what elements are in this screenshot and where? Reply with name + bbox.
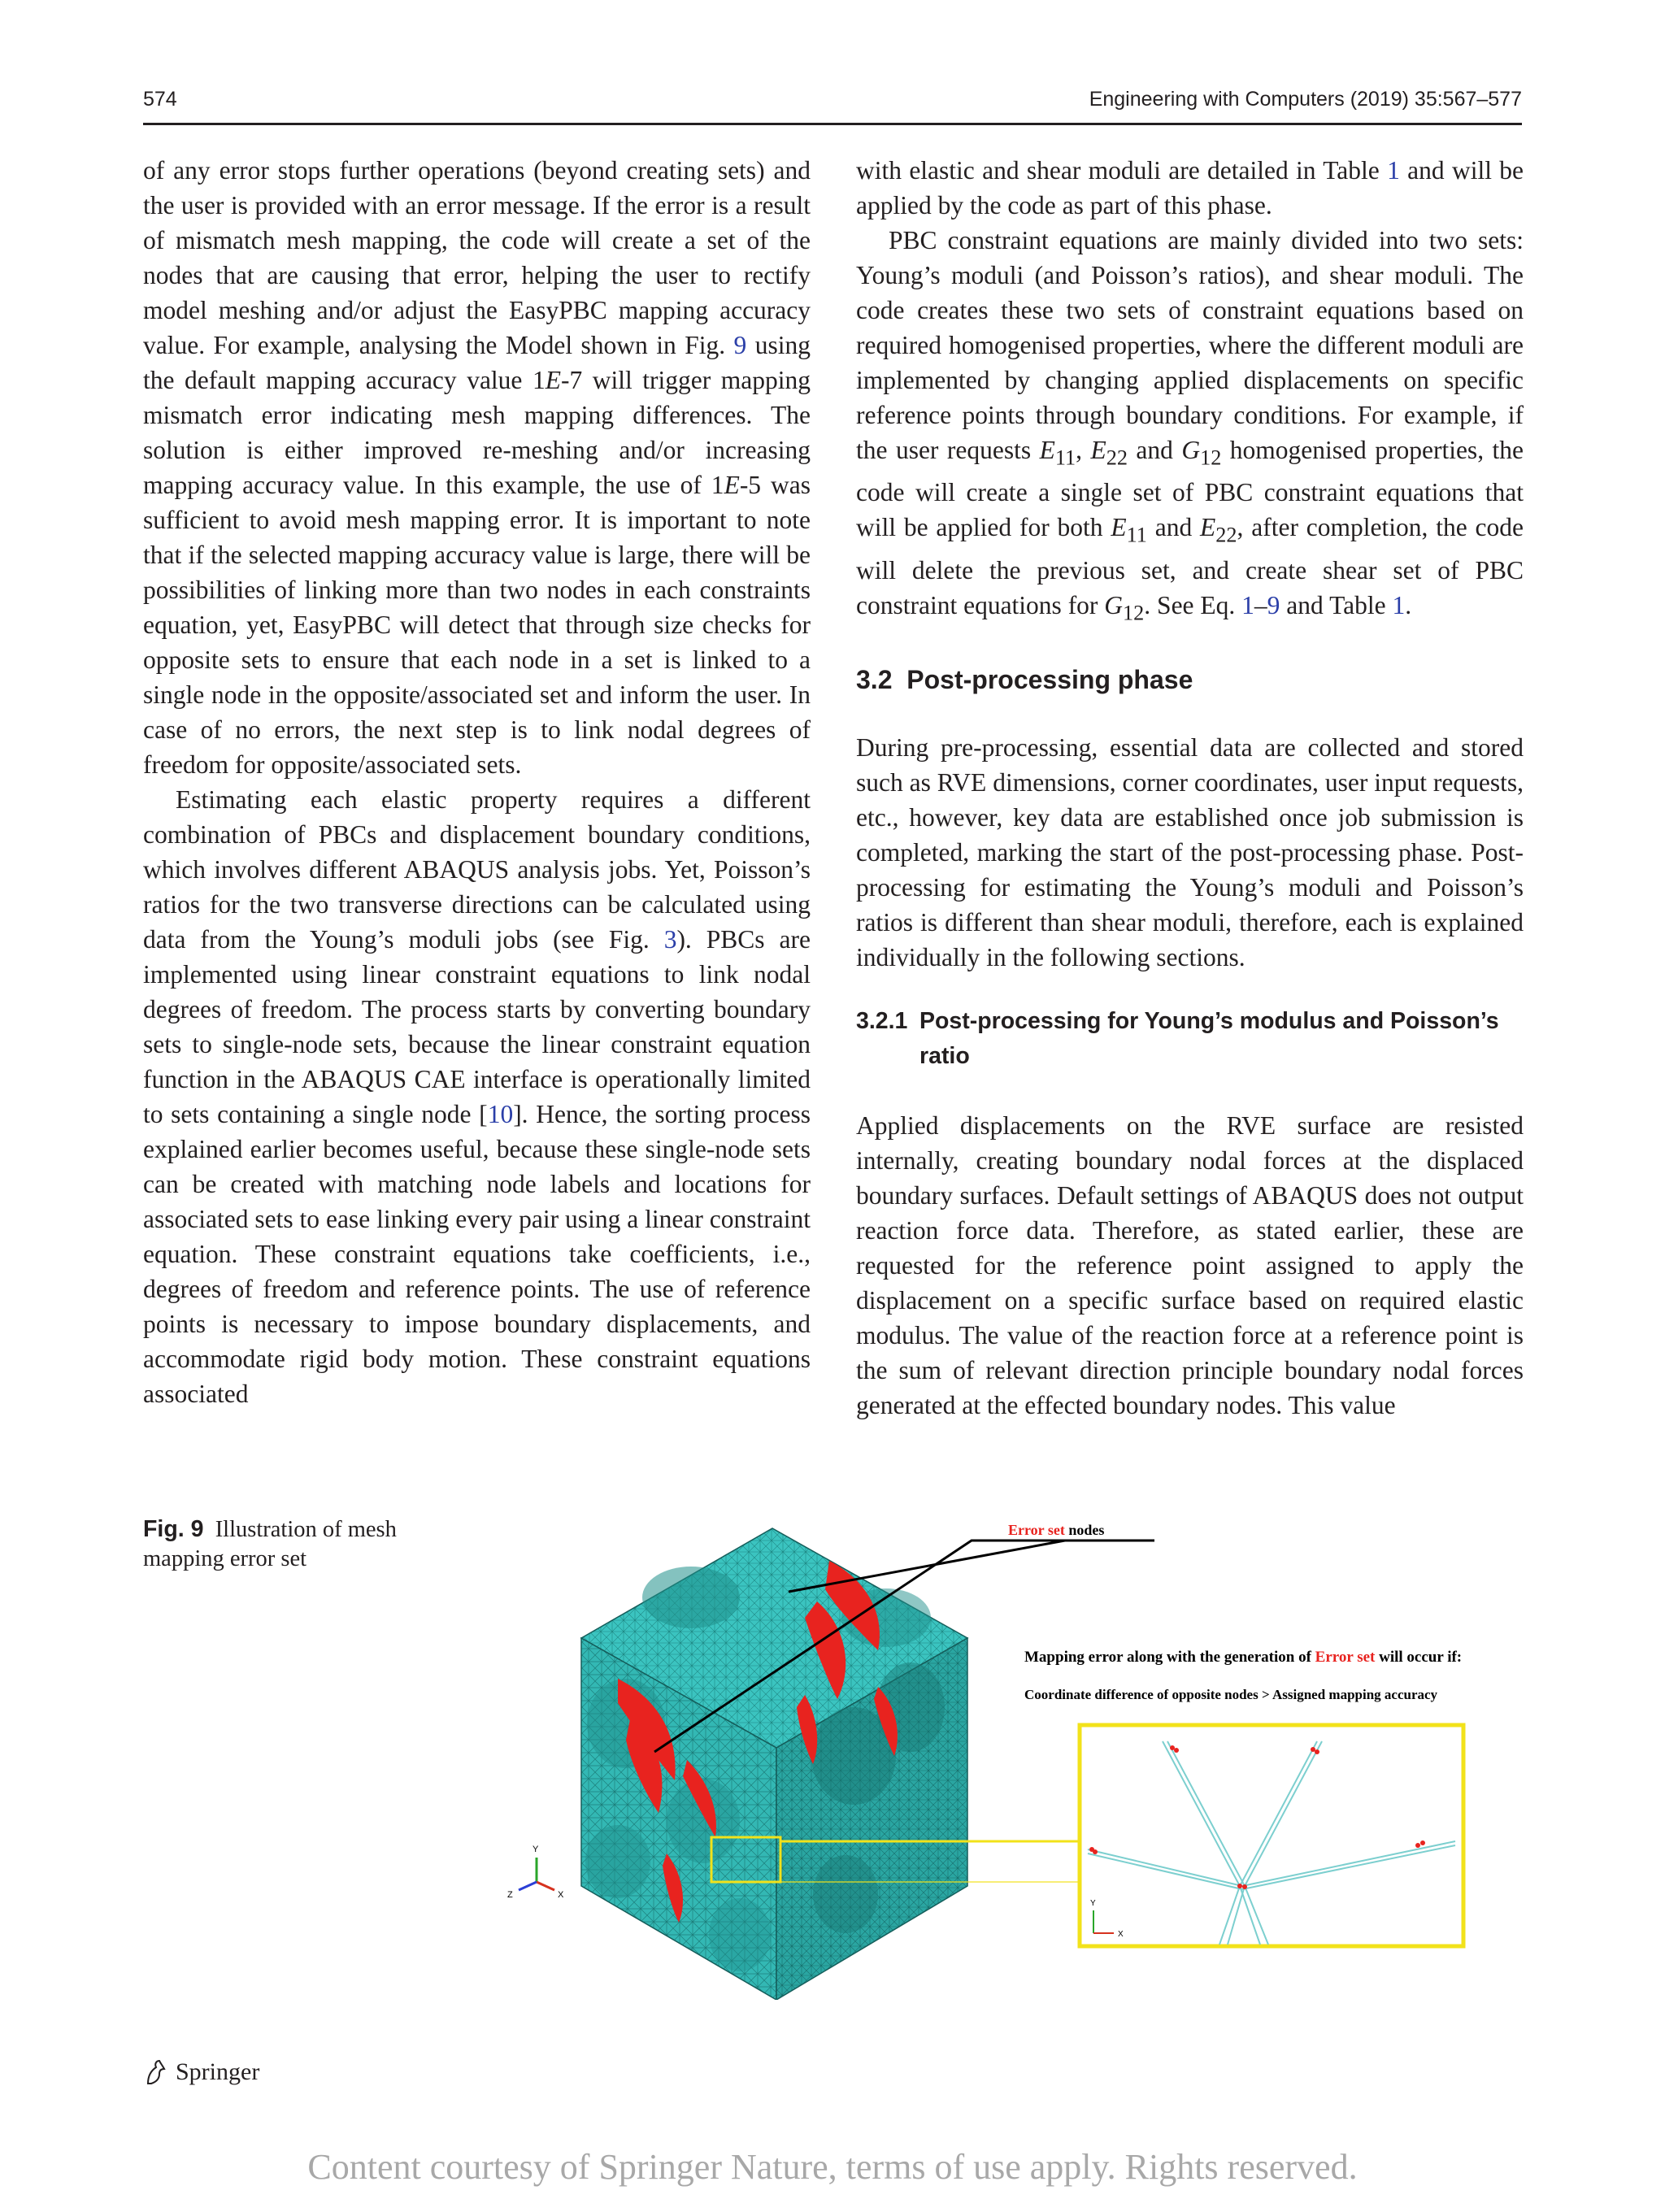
mapping-condition-text: Mapping error along with the generation of Error set will occur if: — [1024, 1649, 1463, 1666]
subsection-title: Post-processing for Young’s modulus and Poisson’s ratio — [919, 1007, 1499, 1069]
publisher-name: Springer — [176, 2058, 260, 2085]
figure-caption-text: Illustration of mesh mapping error set — [143, 1517, 397, 1571]
paragraph: of any error stops further operations (beyond creating sets) and the user is provided with an error message. If the error is a result of mismatch mesh mapping, the code will create a set of the nodes that are causing that error, helping the user to rectify model meshing and/or adjust the EasyPBC mapping accuracy value. For example, analysing the Model shown in Fig. 9 using the default mapping accuracy value 1E-7 will trigger mapping mismatch error indicating mesh mapping differences. The solution is either improved re-meshing and/or increasing mapping accuracy value. In this example, the use of 1E-5 was sufficient to avoid mesh mapping error. It is important to note that if the selected mapping accuracy value is large, there will be possibilities of linking more than two nodes in each constraints equation, yet, EasyPBC will detect that through size checks for opposite sets to ensure that each node in a set is linked to a single node in the opposite/associated set and inform the user. In case of no errors, the next step is to link nodal degrees of freedom for opposite/associated sets. — [143, 156, 811, 779]
mapping-accuracy-text: Coordinate difference of opposite nodes > Assigned mapping accuracy — [1024, 1687, 1438, 1702]
figure-link[interactable]: 9 — [733, 331, 747, 359]
reference-link[interactable]: 10 — [487, 1100, 514, 1128]
section-number: 3.2 — [856, 664, 893, 694]
page-number: 574 — [143, 88, 177, 111]
table-link[interactable]: 1 — [1387, 156, 1400, 185]
equation-link[interactable]: 1 — [1241, 590, 1254, 619]
springer-horse-icon — [143, 2059, 167, 2085]
table-link[interactable]: 1 — [1392, 590, 1406, 619]
figure-caption — [143, 1515, 468, 1574]
running-header: Engineering with Computers (2019) 35:567–577 — [1089, 88, 1522, 111]
paragraph: During pre-processing, essential data are collected and stored such as RVE dimensions, corner coordinates, user input requests, etc., however, key data are established once job submission is completed, marking the start of the post-processing phase. Post-processing for estimating the Young’s moduli and Poisson’s ratios is different than shear moduli, therefore, each is explained individually in the following sections. — [856, 732, 1524, 971]
header-rule — [143, 123, 1522, 125]
zoom-inset — [1080, 1725, 1463, 1946]
equation-link[interactable]: 9 — [1267, 590, 1280, 619]
figure-label: Fig. 9 — [143, 1516, 204, 1542]
paragraph: with elastic and shear moduli are detailed in Table 1 and will be applied by the code as part of this phase. — [856, 156, 1524, 219]
paragraph: Estimating each elastic property requires a different combination of PBCs and displacement boundary conditions, which involves different ABAQUS analysis jobs. Yet, Poisson’s ratios for the two transverse directions can be calculated using data from the Young’s moduli jobs (see Fig. 3). PBCs are implemented using linear constraint equations to link nodal degrees of freedom. The process starts by converting boundary sets to single-node sets, because the linear constraint equation function in the ABAQUS CAE interface is operationally limited to sets containing a single node [10]. Hence, the sorting process explained earlier becomes useful, because these single-node sets can be created with matching node labels and locations for associated sets to ease linking every pair using a linear constraint equation. These constraint equations take coefficients, i.e., degrees of freedom and reference points. The use of reference points is necessary to impose boundary displacements, and accommodate rigid body motion. These constraint equations associated — [143, 785, 811, 1408]
svg-text:X: X — [558, 1890, 564, 1900]
svg-text:Y: Y — [1090, 1899, 1096, 1908]
error-set-annotation: Error set nodes — [1008, 1522, 1105, 1538]
courtesy-notice: Content courtesy of Springer Nature, terms of use apply. Rights reserved. — [307, 2147, 1358, 2187]
cube-axis-triad — [507, 1845, 564, 1900]
paragraph: Applied displacements on the RVE surface are resisted internally, creating boundary nodal forces at the displaced boundary surfaces. Default settings of ABAQUS does not output reaction force data. Therefore, as stated earlier, these are requested for the reference point assigned to apply the displacement on a specific surface based on required elastic modulus. The value of the reaction force at a reference point is the sum of relevant direction principle boundary nodal forces generated at the effected boundary nodes. This value — [856, 1110, 1524, 1419]
section-heading — [856, 663, 1524, 697]
section-title: Post-processing phase — [906, 664, 1193, 694]
figure-link[interactable]: 3 — [663, 925, 677, 954]
subsection-number: 3.2.1 — [856, 1007, 908, 1034]
subsection-heading — [856, 1004, 1524, 1074]
left-column — [143, 153, 811, 1411]
svg-text:Y: Y — [533, 1845, 539, 1854]
svg-text:Z: Z — [507, 1890, 513, 1900]
footer-publisher — [143, 2058, 259, 2086]
mesh-mapping-figure — [504, 1512, 1528, 2000]
paragraph: PBC constraint equations are mainly divided into two sets: Young’s moduli (and Poisson’s ratios), and shear moduli. The code creates these two sets of constraint equations based on required homogenised properties, where the different moduli are implemented by changing applied displacements on specific reference points through boundary conditions. For example, if the user requests $E_{11}$, $E_{22}$ and $G_{12}$ homogenised properties, the code will create a single set of PBC constraint equations that will be applied for both $E_{11}$ and $E_{22}$, after completion, the code will delete the previous set, and create shear set of PBC constraint equations for $G_{12}$. See Eq. 1–9 and Table 1. — [856, 226, 1524, 624]
right-column — [856, 153, 1524, 1423]
svg-text:X: X — [1118, 1930, 1124, 1939]
